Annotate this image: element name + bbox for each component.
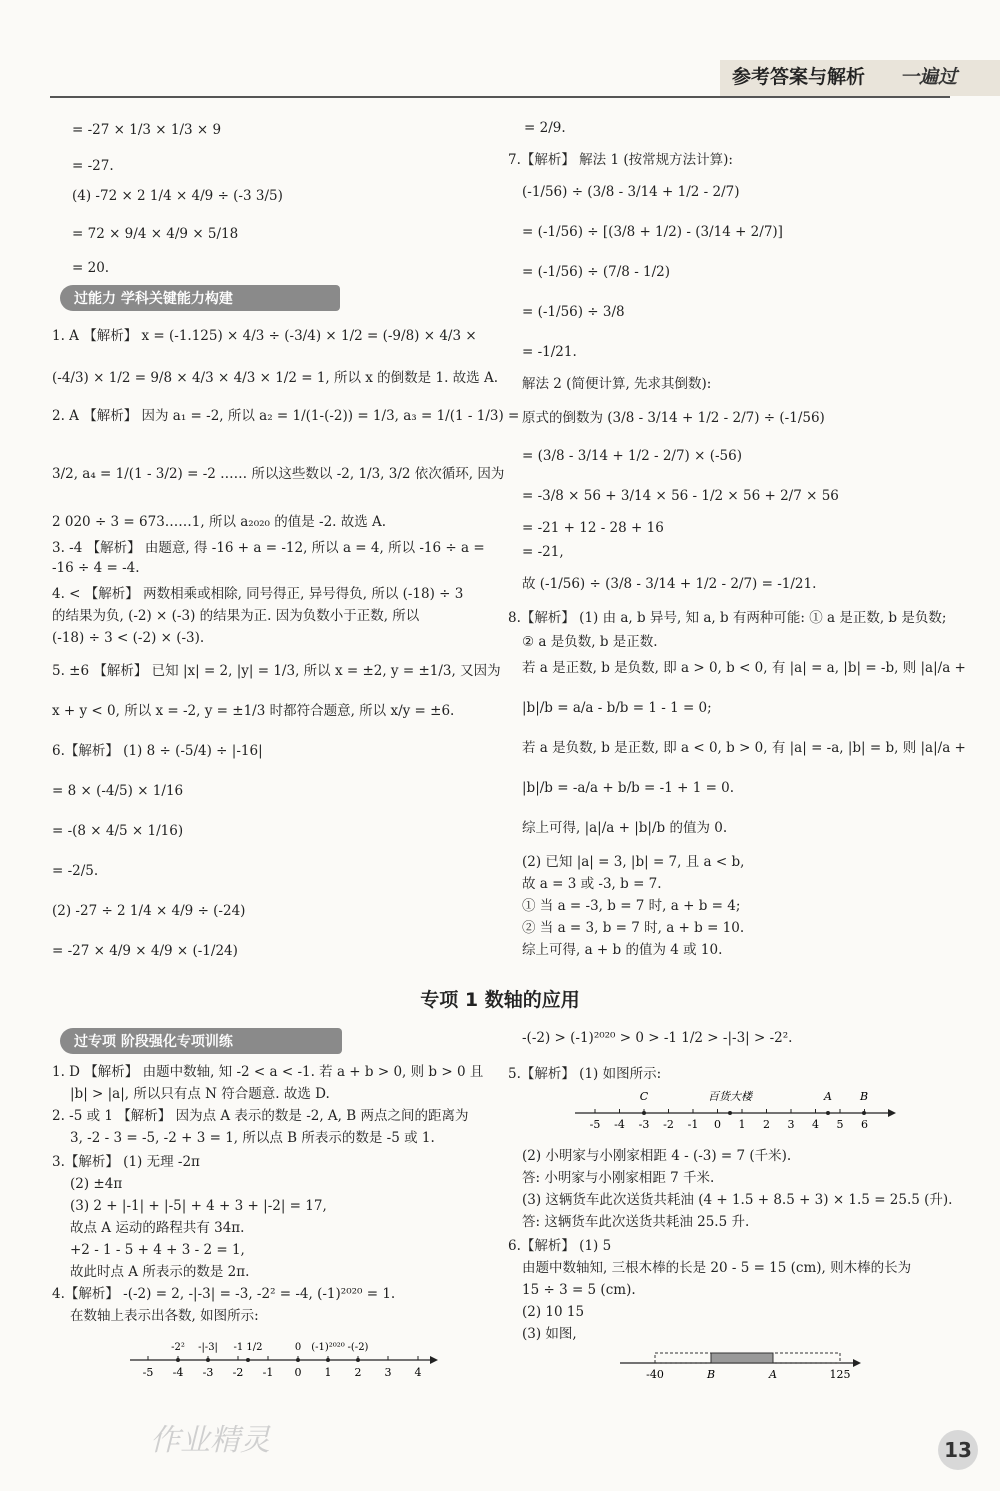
section-title: 专项 1 数轴的应用 — [420, 989, 580, 1011]
answer-line: 5. ±6 【解析】 已知 |x| = 2, |y| = 1/3, 所以 x = ±2, y = ±1/3, 又因为 — [52, 663, 501, 679]
answer-line: = -(8 × 4/5 × 1/16) — [52, 823, 184, 839]
answer-line: 故 (-1/56) ÷ (3/8 - 3/14 + 1/2 - 2/7) = -1/21. — [522, 576, 817, 592]
answer-line: (2) 小明家与小刚家相距 4 - (-3) = 7 (千米). — [522, 1148, 792, 1164]
line: = -27. — [72, 158, 114, 174]
banner-text: 过专项 阶段强化专项训练 — [74, 1034, 233, 1050]
answer-line: (-1/56) ÷ (3/8 - 3/14 + 1/2 - 2/7) — [522, 184, 740, 200]
point-label: (-1)²⁰²⁰ — [311, 1342, 345, 1353]
point — [176, 1358, 180, 1362]
tick-label: -1 — [262, 1366, 274, 1379]
tick-label: 6 — [861, 1118, 868, 1131]
tick-label: -4 — [614, 1118, 625, 1131]
answer-line: 原式的倒数为 (3/8 - 3/14 + 1/2 - 2/7) ÷ (-1/56) — [522, 410, 825, 426]
line: = 72 × 9/4 × 4/9 × 5/18 — [72, 226, 239, 242]
answer-line: 8.【解析】 (1) 由 a, b 异号, 知 a, b 有两种可能: ① a 是正数, b 是负数; — [508, 610, 947, 626]
answer-line: = 2/9. — [524, 120, 566, 136]
answer-line: 3.【解析】 (1) 无理 -2π — [52, 1154, 200, 1170]
answer-line: (3) 2 + |-1| + |-5| + 4 + 3 + |-2| = 17, — [70, 1198, 327, 1214]
tick-label: 4 — [812, 1118, 819, 1131]
number-line-q5 — [570, 1085, 900, 1135]
tick-label: 3 — [384, 1366, 392, 1379]
tick-label: -5 — [589, 1118, 601, 1131]
answer-line: 故点 A 运动的路程共有 34π. — [70, 1220, 245, 1236]
point — [326, 1358, 330, 1362]
answer-line: 3, -2 - 3 = -5, -2 + 3 = 1, 所以点 B 所表示的数是 -5 或 1. — [70, 1130, 435, 1146]
answer-line: 综上可得, a + b 的值为 4 或 10. — [522, 942, 723, 958]
answer-line: 综上可得, |a|/a + |b|/b 的值为 0. — [522, 820, 728, 836]
point — [296, 1358, 300, 1362]
answer-line: x + y < 0, 所以 x = -2, y = ±1/3 时都符合题意, 所以 x/y = ±6. — [52, 703, 455, 719]
tick-label: 5 — [836, 1118, 844, 1131]
header-title: 参考答案与解析 — [732, 66, 866, 88]
tick-label: 1 — [738, 1118, 746, 1131]
banner-text: 过能力 学科关键能力构建 — [74, 291, 233, 307]
answer-line: = (-1/56) ÷ (7/8 - 1/2) — [522, 264, 671, 280]
answer-line: = 8 × (-4/5) × 1/16 — [52, 783, 184, 799]
answer-line: 的结果为负, (-2) × (-3) 的结果为正. 因为负数小于正数, 所以 — [52, 608, 420, 624]
answer-line: 2 020 ÷ 3 = 673……1, 所以 a₂₀₂₀ 的值是 -2. 故选 A. — [52, 514, 387, 530]
point — [826, 1111, 830, 1115]
answer-line: = -3/8 × 56 + 3/14 × 56 - 1/2 × 56 + 2/7 × 56 — [522, 488, 839, 504]
answer-line: 在数轴上表示出各数, 如图所示: — [70, 1308, 259, 1324]
answer-line: 7.【解析】 解法 1 (按常规方法计算): — [508, 152, 733, 168]
point-label: -(-2) — [347, 1342, 369, 1353]
answer-line: 1. D 【解析】 由题中数轴, 知 -2 < a < -1. 若 a + b > 0, 则 b > 0 且 — [52, 1064, 484, 1080]
answer-line: |b|/b = -a/a + b/b = -1 + 1 = 0. — [522, 780, 735, 796]
tick-label: -3 — [638, 1118, 650, 1131]
point — [862, 1111, 866, 1115]
answer-line: 解法 2 (简便计算, 先求其倒数): — [522, 376, 712, 392]
point-label: B — [706, 1368, 716, 1381]
header-rule — [50, 96, 950, 98]
answer-line: 5.【解析】 (1) 如图所示: — [508, 1066, 662, 1082]
answer-line: = -21 + 12 - 28 + 16 — [522, 520, 664, 536]
line: (4) -72 × 2 1/4 × 4/9 ÷ (-3 3/5) — [72, 188, 283, 204]
line: = -27 × 1/3 × 1/3 × 9 — [72, 122, 222, 138]
answer-line: = (3/8 - 3/14 + 1/2 - 2/7) × (-56) — [522, 448, 742, 464]
answer-line: 若 a 是负数, b 是正数, 即 a < 0, b > 0, 有 |a| = -a, |b| = b, 则 |a|/a + — [522, 740, 966, 756]
point-label: -40 — [646, 1368, 664, 1381]
answer-line: 3. -4 【解析】 由题意, 得 -16 + a = -12, 所以 a = 4, 所以 -16 ÷ a = — [52, 540, 485, 556]
point — [728, 1111, 732, 1115]
answer-line: 答: 这辆货车此次送货共耗油 25.5 升. — [522, 1214, 750, 1230]
answer-line: -(-2) > (-1)²⁰²⁰ > 0 > -1 1/2 > -|-3| > -2². — [522, 1030, 793, 1046]
number-line-q6 — [615, 1345, 865, 1385]
answer-line: 若 a 是正数, b 是负数, 即 a > 0, b < 0, 有 |a| = a, |b| = -b, 则 |a|/a + — [522, 660, 966, 676]
answer-line: = (-1/56) ÷ [(3/8 + 1/2) - (3/14 + 2/7)] — [522, 224, 783, 240]
number-line-q4 — [130, 1330, 440, 1390]
tick-label: 0 — [294, 1366, 302, 1379]
point — [642, 1111, 646, 1115]
point — [356, 1358, 360, 1362]
point-label: C — [639, 1090, 649, 1103]
answer-line: +2 - 1 - 5 + 4 + 3 - 2 = 1, — [70, 1242, 245, 1258]
answer-line: 4.【解析】 -(-2) = 2, -|-3| = -3, -2² = -4, (-1)²⁰²⁰ = 1. — [52, 1286, 396, 1302]
tick-label: 2 — [354, 1366, 362, 1379]
point-label: 百货大楼 — [708, 1090, 752, 1103]
tick-label: -2 — [663, 1118, 674, 1131]
answer-line: (3) 这辆货车此次送货共耗油 (4 + 1.5 + 8.5 + 3) × 1.5 = 25.5 (升). — [522, 1192, 953, 1208]
point-label: -1 1/2 — [233, 1342, 263, 1353]
point-label: 125 — [829, 1368, 851, 1381]
answer-line: 3/2, a₄ = 1/(1 - 3/2) = -2 …… 所以这些数以 -2, 1/3, 3/2 依次循环, 因为 — [52, 466, 505, 482]
answer-line: 2. A 【解析】 因为 a₁ = -2, 所以 a₂ = 1/(1-(-2)) = 1/3, a₃ = 1/(1 - 1/3) = — [52, 408, 520, 424]
point-label: 0 — [294, 1342, 302, 1353]
watermark: 作业精灵 — [150, 1423, 270, 1458]
answer-line: 4. < 【解析】 两数相乘或相除, 同号得正, 异号得负, 所以 (-18) ÷ 3 — [52, 586, 464, 602]
answer-line: = -21, — [522, 544, 564, 560]
answer-line: 15 ÷ 3 = 5 (cm). — [522, 1282, 636, 1298]
line: = 20. — [72, 260, 110, 276]
answer-line: 1. A 【解析】 x = (-1.125) × 4/3 ÷ (-3/4) × 1/2 = (-9/8) × 4/3 × — [52, 328, 477, 344]
tick-label: 1 — [324, 1366, 332, 1379]
answer-line: |b| > |a|, 所以只有点 N 符合题意. 故选 D. — [70, 1086, 330, 1102]
point — [246, 1358, 250, 1362]
tick-label: 4 — [414, 1366, 422, 1379]
page-number: 13 — [938, 1430, 978, 1470]
answer-line: (-4/3) × 1/2 = 9/8 × 4/3 × 4/3 × 1/2 = 1, 所以 x 的倒数是 1. 故选 A. — [52, 370, 498, 386]
answer-line: ① 当 a = -3, b = 7 时, a + b = 4; — [522, 898, 741, 914]
answer-line: = (-1/56) ÷ 3/8 — [522, 304, 625, 320]
answer-line: |b|/b = a/a - b/b = 1 - 1 = 0; — [522, 700, 712, 716]
tick-label: 0 — [714, 1118, 721, 1131]
point-label: -|-3| — [198, 1342, 218, 1353]
answer-line: 由题中数轴知, 三根木棒的长是 20 - 5 = 15 (cm), 则木棒的长为 — [522, 1260, 912, 1276]
answer-line: ② 当 a = 3, b = 7 时, a + b = 10. — [522, 920, 745, 936]
answer-line: 6.【解析】 (1) 5 — [508, 1238, 612, 1254]
point — [206, 1358, 210, 1362]
tick-label: 2 — [763, 1118, 770, 1131]
answer-line: (2) -27 ÷ 2 1/4 × 4/9 ÷ (-24) — [52, 903, 246, 919]
answer-line: (2) 已知 |a| = 3, |b| = 7, 且 a < b, — [522, 854, 745, 870]
point-label: A — [824, 1090, 832, 1103]
section-banner — [60, 285, 340, 311]
answer-line: 故此时点 A 所表示的数是 2π. — [70, 1264, 250, 1280]
answer-line: 答: 小明家与小刚家相距 7 千米. — [522, 1170, 715, 1186]
section-banner-2 — [60, 1028, 342, 1054]
answer-line: ② a 是负数, b 是正数. — [522, 634, 658, 650]
point-label: A — [769, 1368, 777, 1381]
tick-label: -1 — [687, 1118, 699, 1131]
answer-line: = -2/5. — [52, 863, 99, 879]
answer-line: 6.【解析】 (1) 8 ÷ (-5/4) ÷ |-16| — [52, 743, 263, 759]
answer-line: = -1/21. — [522, 344, 577, 360]
tick-label: 3 — [787, 1118, 795, 1131]
answer-line: (-18) ÷ 3 < (-2) × (-3). — [52, 630, 205, 646]
point-label: -2² — [171, 1342, 185, 1353]
tick-label: -4 — [172, 1366, 184, 1379]
answer-line: (2) 10 15 — [522, 1304, 585, 1320]
tick-label: -2 — [232, 1366, 244, 1379]
answer-line: (2) ±4π — [70, 1176, 123, 1192]
answer-line: = -27 × 4/9 × 4/9 × (-1/24) — [52, 943, 238, 959]
tick-label: -3 — [202, 1366, 214, 1379]
answer-line: 2. -5 或 1 【解析】 因为点 A 表示的数是 -2, A, B 两点之间的距离为 — [52, 1108, 469, 1124]
page-header — [0, 0, 1000, 100]
point-label: B — [859, 1090, 869, 1103]
answer-line: -16 ÷ 4 = -4. — [52, 560, 140, 576]
header-brand: 一遍过 — [900, 66, 958, 88]
answer-line: (3) 如图, — [522, 1326, 577, 1342]
answer-line: 故 a = 3 或 -3, b = 7. — [522, 876, 662, 892]
tick-label: -5 — [142, 1366, 154, 1379]
